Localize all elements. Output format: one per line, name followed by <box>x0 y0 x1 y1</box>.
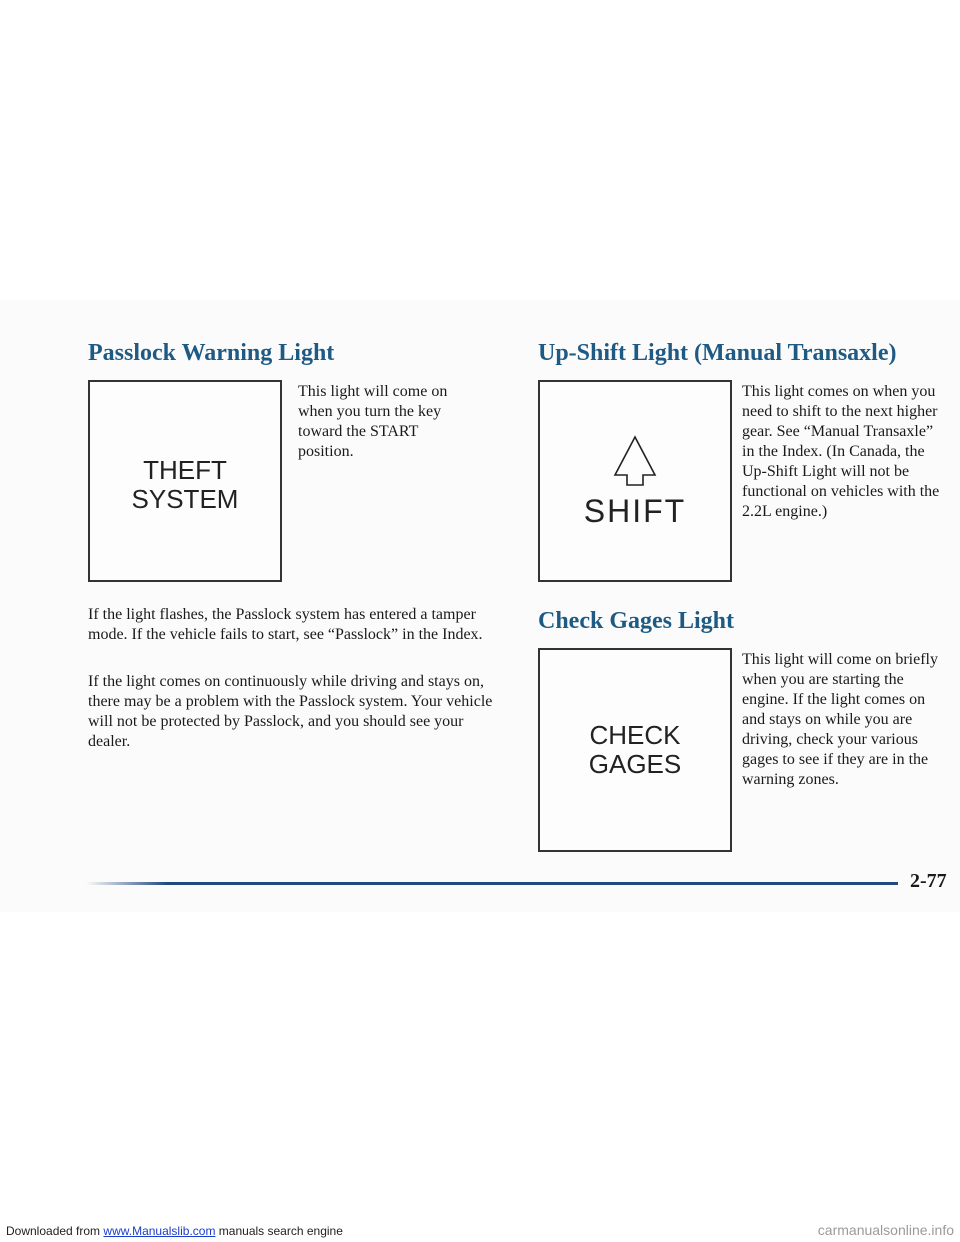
theft-system-label: THEFT SYSTEM <box>131 455 239 514</box>
passlock-side-text: This light will come on when you turn the key toward the START position. <box>298 383 448 460</box>
passlock-heading: Passlock Warning Light <box>88 340 335 366</box>
download-footer <box>6 1224 343 1238</box>
footer-rule <box>86 882 898 885</box>
check-gages-side-text: This light will come on briefly when you are starting the engine. If the light comes on and stays on while you are driving, check your various gages to see if they are in the warning zones. <box>742 651 938 788</box>
up-arrow-outline-icon <box>607 433 663 489</box>
upshift-heading: Up-Shift Light (Manual Transaxle) <box>538 340 897 366</box>
page-number: 2-77 <box>910 870 947 892</box>
manual-page <box>0 300 960 912</box>
manualslib-link[interactable]: www.Manualslib.com <box>103 1224 216 1238</box>
upshift-side-text: This light comes on when you need to shift to the next higher gear. See “Manual Transaxle” in the Index. (In Canada, the Up-Shift Light will not be functional on vehicles with the 2.2L engine.) <box>742 383 940 520</box>
passlock-paragraph-2: If the light comes on continuously while driving and stays on, there may be a problem with the Passlock system. Your vehicle will not be protected by Passlock, and you should see your dealer. <box>88 673 493 750</box>
passlock-paragraph-1: If the light flashes, the Passlock system has entered a tamper mode. If the vehicle fails to start, see “Passlock” in the Index. <box>88 606 483 643</box>
shift-label: SHIFT <box>583 492 687 529</box>
theft-system-indicator <box>88 380 282 582</box>
footer-prefix: Downloaded from <box>6 1224 101 1238</box>
check-gages-label: CHECK GAGES <box>588 720 682 779</box>
footer-suffix: manuals search engine <box>218 1224 343 1238</box>
shift-indicator <box>538 380 732 582</box>
watermark: carmanualsonline.info <box>817 1222 954 1238</box>
check-gages-indicator <box>538 648 732 852</box>
check-gages-heading: Check Gages Light <box>538 608 735 634</box>
